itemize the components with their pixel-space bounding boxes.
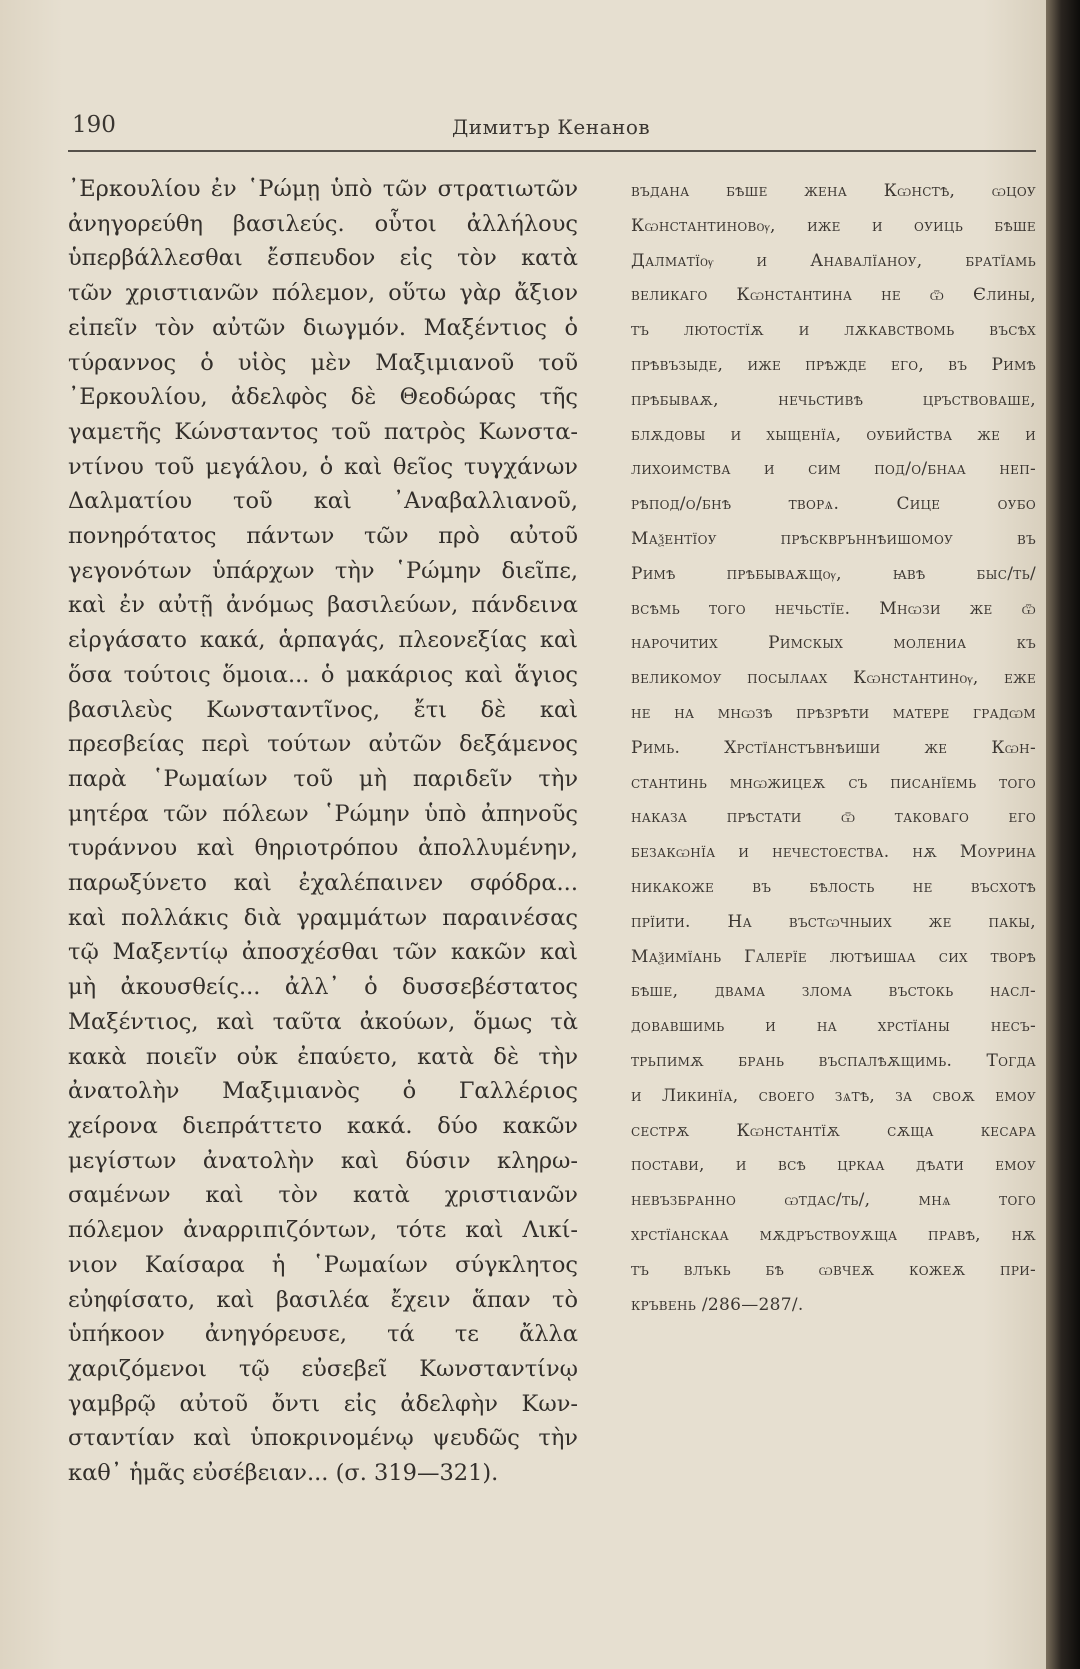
text-line: τυράννου καὶ θηριοτρόπου ἀπολλυμένην, [68, 835, 578, 862]
text-line: εὐηφίσατο, καὶ βασιλέα ἔχειν ἅπαν τὸ [68, 1286, 578, 1313]
text-line: ὑπήκοον ἀνηγόρευσε, τά τε ἄλλα [68, 1321, 578, 1348]
text-line: Римь. Хрстїанстъвнѣиши же Кѡн- [631, 737, 1036, 758]
text-line: хрстїанскаа мѫдръствоуѫща правѣ, нѫ [631, 1224, 1036, 1245]
text-line: стантинь мнѡжицеѫ съ писанїемь того [631, 772, 1036, 793]
text-line: γεγονότων ὑπάρχων τὴν ῾Ρώμην διεῖπε, [68, 557, 578, 584]
page-number: 190 [72, 112, 116, 138]
text-line: и Ликинїа, своего зѧтѣ, за своѫ емоу [631, 1085, 1036, 1106]
text-line: прїити. На въстѡчныих же пакы, [631, 911, 1036, 932]
text-line: εἰπεῖν τὸν αὐτῶν διωγμόν. Μαξέντιος ὁ [68, 314, 578, 341]
text-line: рѣпод/о/бнѣ творѧ. Сице оубо [631, 494, 1036, 515]
text-line: не на мнѡзѣ прѣзрѣти матере градѡм [631, 702, 1036, 723]
text-line: Далматїѹ и Анавалїаноу, братїамь [631, 250, 1036, 271]
text-line: πόλεμον ἀναρριπιζόντων, τότε καὶ Λικί- [68, 1217, 578, 1244]
text-line: сестрѫ Кѡнстантїѫ сѫща кесара [631, 1120, 1036, 1141]
text-line: Маѯимїань Галерїе лютѣишаа сих творѣ [631, 946, 1036, 967]
running-head: Димитър Кенанов [452, 115, 651, 139]
text-line: χείρονα διεπράττετο κακά. δύο κακῶν [68, 1112, 578, 1139]
text-line: прѣбываѫ, нечьстивѣ цръствоваше, [631, 389, 1036, 410]
text-line: τύραννος ὁ υἱὸς μὲν Μαξιμιανοῦ τοῦ [68, 349, 578, 376]
text-line: постави, и всѣ цркаа дѣати емоу [631, 1155, 1036, 1176]
text-line: εἰργάσατο κακά, ἁρπαγάς, πλεονεξίας καὶ [68, 627, 578, 654]
text-line: ὑπερβάλλεσθαι ἔσπευδον εἰς τὸν κατὰ [68, 245, 578, 272]
text-line: νιον Καίσαρα ἡ ῾Ρωμαίων σύγκλητος [68, 1251, 578, 1278]
text-line: μεγίστων ἀνατολὴν καὶ δύσιν κληρω- [68, 1147, 578, 1174]
text-line: Δαλματίου τοῦ καὶ ᾿Αναβαλλιανοῦ, [68, 488, 578, 515]
text-line: наказа прѣстати ѿ таковаго его [631, 807, 1036, 828]
text-line: прѣвъзыде, иже прѣжде его, въ Римѣ [631, 354, 1036, 375]
text-line: Кѡнстантиновѹ, иже и оуиць бѣше [631, 215, 1036, 236]
text-line: γαμετῆς Κώνσταντος τοῦ πατρὸς Κωνστα- [68, 418, 578, 445]
text-line: Μαξέντιος, καὶ ταῦτα ἀκούων, ὅμως τὰ [68, 1008, 578, 1035]
text-line: πρεσβείας περὶ τούτων αὐτῶν δεξάμενος [68, 731, 578, 758]
page-header [72, 112, 1034, 146]
church-slavonic-text-column [631, 174, 1036, 1322]
text-line: πονηρότατος πάντων τῶν πρὸ αὐτοῦ [68, 523, 578, 550]
text-line: лихоимства и сим под/о/бнаа неп- [631, 459, 1036, 480]
text-line: μητέρα τῶν πόλεων ῾Ρώμην ὑπὸ ἀπηνοῦς [68, 800, 578, 827]
text-line: σταντίαν καὶ ὑποκρινομένῳ ψευδῶς τὴν [68, 1425, 578, 1452]
text-line: кръвень /286—287/. [631, 1294, 804, 1315]
text-line: καὶ πολλάκις διὰ γραμμάτων παραινέσας [68, 904, 578, 931]
text-line: Маѯентїоу прѣсквръннѣишомоу въ [631, 528, 1036, 549]
text-line: ντίνου τοῦ μεγάλου, ὁ καὶ θεῖος τυγχάνων [68, 453, 578, 480]
text-line: нарочитих Римскых молениа къ [631, 633, 1036, 654]
header-rule [68, 150, 1036, 152]
text-line: καθ᾿ ἡμᾶς εὐσέβειαν... (σ. 319—321). [68, 1460, 499, 1487]
text-line: въдана бѣше жена Кѡнстѣ, ѡцоу [631, 181, 1036, 201]
text-line: тъ лютостїѫ и лѫкавствомь въсѣх [631, 320, 1036, 341]
text-line: Римѣ прѣбываѫщѹ, ꙗвѣ быс/ть/ [631, 563, 1036, 584]
text-line: τῶν χριστιανῶν πόλεμον, οὕτω γὰρ ἄξιον [68, 280, 578, 307]
text-line: ᾿Ερκουλίου, ἀδελφὸς δὲ Θεοδώρας τῆς [68, 384, 578, 411]
text-line: παρὰ ῾Ρωμαίων τοῦ μὴ παριδεῖν τὴν [68, 765, 578, 792]
text-line: невъзбранно ѡтдас/ть/, мнѧ того [631, 1190, 1036, 1211]
text-line: καὶ ἐν αὐτῇ ἀνόμως βασιλεύων, πάνδεινα [68, 592, 578, 619]
text-line: τῷ Μαξεντίῳ ἀποσχέσθαι τῶν κακῶν καὶ [68, 939, 578, 966]
greek-text-column [68, 172, 578, 1491]
text-line: χαριζόμενοι τῷ εὐσεβεῖ Κωνσταντίνῳ [68, 1355, 578, 1382]
text-line: блѫдовы и хыщенїа, оубийства же и [631, 424, 1036, 445]
text-line: παρωξύνετο καὶ ἐχαλέπαινεν σφόδρα... [68, 870, 578, 897]
text-line: трьпимѫ брань въспалѣѫщимь. Тогда [631, 1050, 1036, 1071]
text-line: ἀνηγορεύθη βασιλεύς. οὗτοι ἀλλήλους [68, 210, 578, 237]
text-line: γαμβρῷ αὐτοῦ ὄντι εἰς ἀδελφὴν Κων- [68, 1390, 578, 1417]
text-line: ὅσα τούτοις ὅμοια... ὁ μακάριος καὶ ἅγιος [68, 661, 578, 688]
text-line: довавшимь и на хрстїаны несъ- [631, 1016, 1036, 1037]
text-line: тъ влъкь бѣ ѡвчеѫ кожеѫ при- [631, 1259, 1036, 1280]
text-line: μὴ ἀκουσθείς... ἀλλ᾿ ὁ δυσσεβέστατος [68, 974, 578, 1001]
text-line: βασιλεὺς Κωνσταντῖνος, ἔτι δὲ καὶ [68, 696, 578, 723]
text-line: κακὰ ποιεῖν οὐκ ἐπαύετο, κατὰ δὲ τὴν [68, 1043, 578, 1070]
text-line: безакѡнїа и нечестоества. нѫ Моурина [631, 842, 1036, 863]
text-line: великомоу посылаах Кѡнстантинѹ, еже [631, 668, 1036, 689]
text-line: никакоже въ бѣлость не въсхотѣ [631, 876, 1036, 897]
book-spine [1046, 0, 1080, 1669]
text-line: σαμένων καὶ τὸν κατὰ χριστιανῶν [68, 1182, 578, 1209]
text-line: великаго Кѡнстантина не ѿ Єлины, [631, 285, 1036, 306]
text-line: бѣше, двама злома въстокь насл- [631, 981, 1036, 1002]
text-line: ᾿Ερκουλίου ἐν ῾Ρώμῃ ὑπὸ τῶν στρατιωτῶν [68, 176, 578, 202]
text-line: ἀνατολὴν Μαξιμιανὸς ὁ Γαλλέριος [68, 1078, 578, 1105]
text-line: всѣмь того нечьстїе. Мнѡзи же ѿ [631, 598, 1036, 619]
